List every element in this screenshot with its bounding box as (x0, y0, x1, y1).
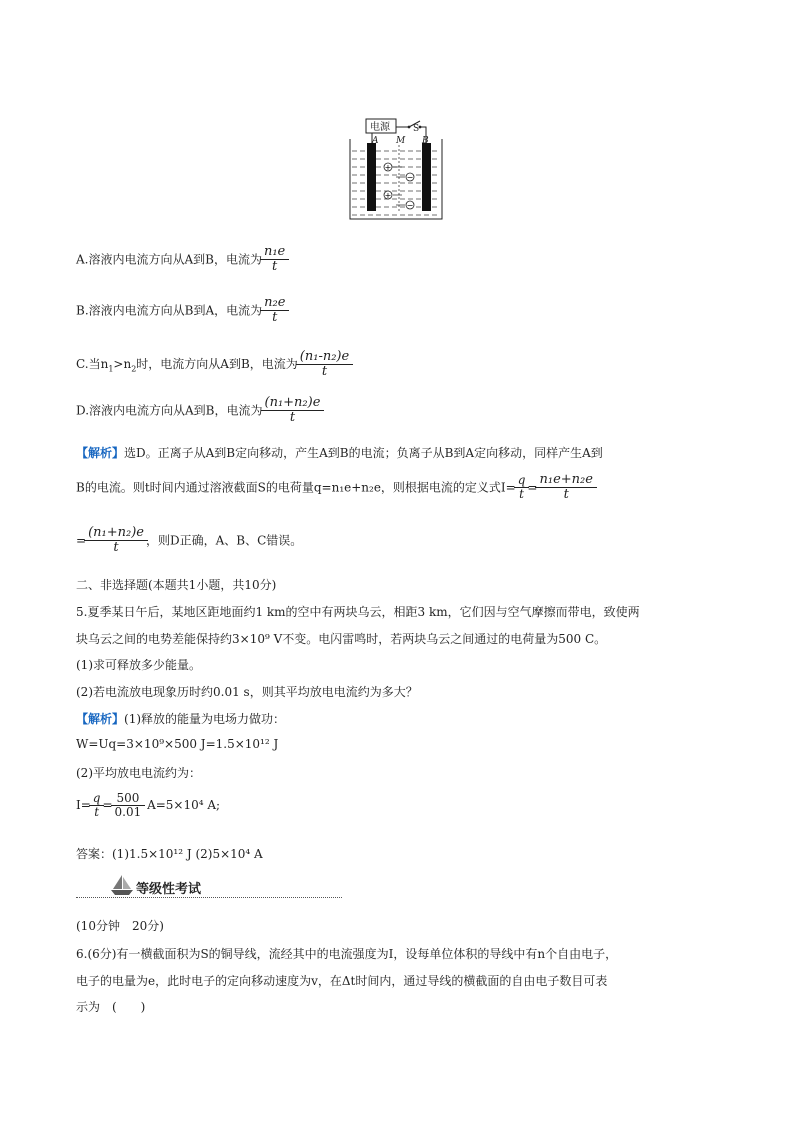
figure-power-label: 电源 (370, 122, 390, 133)
q6-line1: 6.(6分)有一横截面积为S的铜导线，流经其中的电流强度为I，设每单位体积的导线中有n个自由电子， (76, 947, 618, 961)
q5-analysis-1: 【解析】(1)释放的能量为电场力做功： (76, 712, 286, 726)
figure-switch-label: S (413, 124, 420, 134)
figure-left-label: A (372, 136, 379, 146)
svg-text:−: − (406, 201, 414, 210)
q5-analysis-3: (2)平均放电电流约为： (76, 766, 201, 780)
option-c-fraction: $\frac{\text{(n₁-n₂)e}}{t}$ (298, 350, 351, 380)
svg-text:+: + (384, 163, 392, 172)
analysis4-fraction-2: $\frac{\text{n₁e+n₂e}}{t}$ (537, 473, 594, 503)
figure-right-label: B (422, 136, 429, 146)
option-c[interactable] (76, 350, 351, 380)
level-title-divider (76, 897, 342, 898)
option-b-text: B.溶液内电流方向从B到A，电流为 (76, 303, 263, 318)
section-heading: 二、非选择题(本题共1小题，共10分) (76, 578, 277, 592)
analysis4-line1: 【解析】选D。正离子从A到B定向移动，产生A到B的电流；负离子从B到A定向移动，同样产生A到 (76, 446, 603, 460)
q5-line2: 块乌云之间的电势差能保持约3×10⁹ V不变。电闪雷鸣时，若两块乌云之间通过的电荷量为500 C。 (76, 632, 607, 646)
level-test-title: 等级性考试 (136, 882, 202, 897)
electrolysis-figure (346, 115, 446, 223)
q5-analysis-2: W=Uq=3×10⁹×500 J=1.5×10¹² J (76, 737, 279, 751)
option-c-text: C.当$n_1>n_2$时，电流方向从A到B，电流为 (76, 357, 298, 374)
sailboat-icon (110, 874, 134, 896)
q5-fraction-2: $\frac{500}{0.01}$ (113, 792, 144, 819)
option-a-fraction: $\frac{\text{n₁e}}{t}$ (262, 245, 287, 275)
q5-sub1: (1)求可释放多少能量。 (76, 658, 201, 672)
option-d-text: D.溶液内电流方向从A到B，电流为 (76, 403, 263, 418)
option-a-text: A.溶液内电流方向从A到B，电流为 (76, 252, 262, 267)
option-b-fraction: $\frac{\text{n₂e}}{t}$ (262, 296, 287, 326)
analysis4-fraction-1: $\frac{q}{t}$ (516, 474, 528, 501)
analysis-tag: 【解析】 (76, 712, 125, 726)
option-b[interactable] (76, 296, 287, 326)
q5-fraction-1: $\frac{q}{t}$ (91, 792, 103, 819)
option-a[interactable] (76, 245, 287, 275)
svg-text:−: − (406, 173, 414, 182)
analysis4-line3: = $\frac{\text{(n₁+n₂)e}}{t}$ ，则D正确，A、B、C错误。 (76, 525, 303, 556)
option-d[interactable] (76, 396, 322, 426)
analysis-tag: 【解析】 (76, 446, 125, 460)
q5-line1: 5.夏季某日午后，某地区距地面约1 km的空中有两块乌云，相距3 km，它们因与空气摩擦而带电，致使两 (76, 605, 640, 619)
svg-text:+: + (384, 191, 392, 200)
figure-mid-label: M (396, 136, 406, 146)
q6-line3: 示为 ( ) (76, 1000, 146, 1014)
q5-analysis-4: I= $\frac{q}{t}$ = $\frac{500}{0.01}$ A=5×10⁴ A; (76, 791, 221, 820)
q6-line2: 电子的电量为e，此时电子的定向移动速度为v，在Δt时间内，通过导线的横截面的自由电子数目可表 (76, 974, 608, 988)
q5-sub2: (2)若电流放电现象历时约0.01 s，则其平均放电电流约为多大？ (76, 685, 418, 699)
q5-answer: 答案：(1)1.5×10¹² J (2)5×10⁴ A (76, 847, 263, 861)
analysis4-fraction-3: $\frac{\text{(n₁+n₂)e}}{t}$ (86, 526, 146, 556)
time-info: (10分钟 20分) (76, 919, 164, 933)
analysis4-line2: B的电流。则t时间内通过溶液截面S的电荷量q=n₁e+n₂e，则根据电流的定义式I= $\frac{q}{t}$ = $\frac{\text{n₁e+n₂e}}{t}$ (76, 473, 595, 503)
option-d-fraction: $\frac{\text{(n₁+n₂)e}}{t}$ (263, 396, 323, 426)
